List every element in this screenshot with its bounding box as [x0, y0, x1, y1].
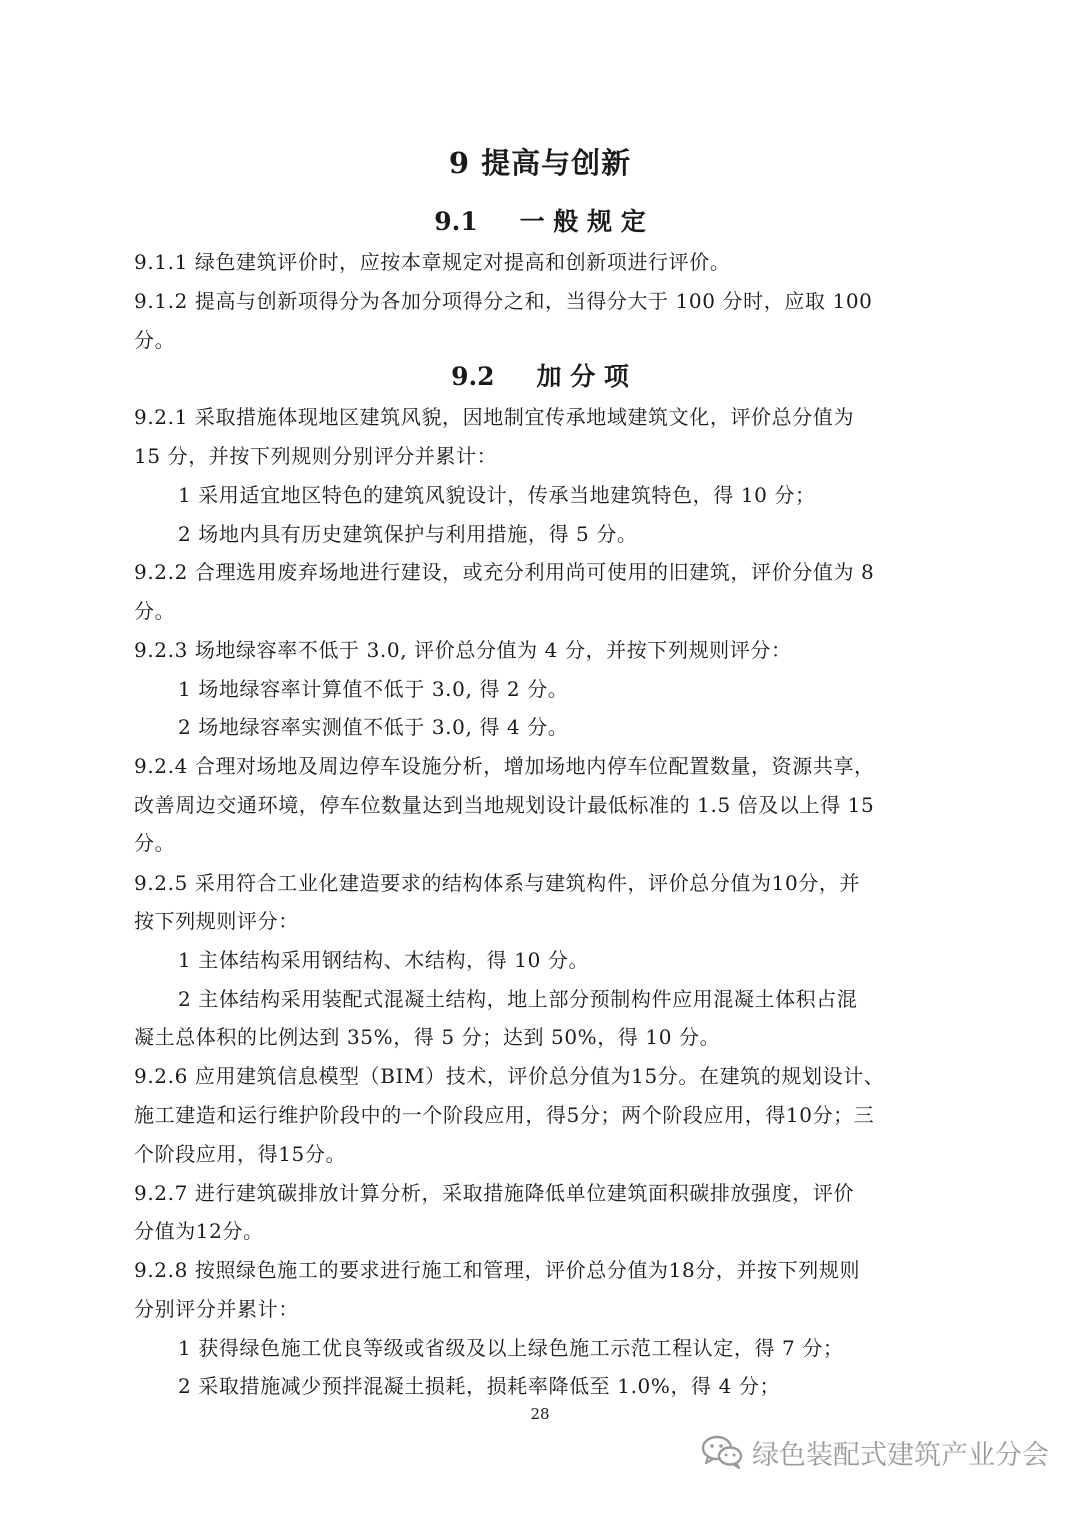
clause-9-2-4-cont: 改善周边交通环境，停车位数量达到当地规划设计最低标准的 1.5 倍及以上得 15 — [134, 793, 875, 817]
clause-9-2-2-cont: 分。 — [134, 599, 176, 623]
clause-9-1-1: 9.1.1 绿色建筑评价时，应按本章规定对提高和创新项进行评价。 — [134, 250, 731, 274]
clause-9-2-7-cont: 分值为12分。 — [134, 1219, 264, 1243]
clause-9-2-4-cont: 分。 — [134, 831, 176, 855]
clause-9-1-2-cont: 分。 — [134, 328, 176, 352]
clause-9-1-2: 9.1.2 提高与创新项得分为各加分项得分之和，当得分大于 100 分时，应取 100 — [134, 289, 873, 313]
clause-9-2-5-cont: 按下列规则评分： — [134, 909, 299, 933]
section-title-9-2 — [0, 359, 1080, 395]
clause-9-2-6: 9.2.6 应用建筑信息模型（BIM）技术，评价总分值为15分。在建筑的规划设计、 — [134, 1064, 885, 1088]
clause-9-2-6-cont: 个阶段应用，得15分。 — [134, 1142, 347, 1166]
clause-9-2-7: 9.2.7 进行建筑碳排放计算分析，采取措施降低单位建筑面积碳排放强度，评价 — [134, 1181, 855, 1205]
section-name: 一 般 规 定 — [519, 207, 646, 236]
clause-9-2-8-cont: 分别评分并累计： — [134, 1297, 299, 1321]
clause-item: 1 主体结构采用钢结构、木结构，得 10 分。 — [178, 948, 590, 972]
chapter-title: 9 提高与创新 — [448, 146, 632, 180]
wechat-icon — [700, 1434, 744, 1470]
clause-9-2-1: 9.2.1 采取措施体现地区建筑风貌，因地制宜传承地域建筑文化，评价总分值为 — [134, 405, 855, 429]
watermark-text: 绿色装配式建筑产业分会 — [752, 1439, 1049, 1471]
clause-9-2-1-cont: 15 分，并按下列规则分别评分并累计： — [134, 444, 498, 468]
section-number: 9.2 — [451, 362, 495, 391]
clause-item: 2 场地绿容率实测值不低于 3.0, 得 4 分。 — [178, 715, 569, 739]
clause-item: 1 获得绿色施工优良等级或省级及以上绿色施工示范工程认定，得 7 分； — [178, 1336, 844, 1360]
clause-item: 2 场地内具有历史建筑保护与利用措施，得 5 分。 — [178, 522, 638, 546]
section-number: 9.1 — [434, 207, 478, 236]
clause-9-2-4: 9.2.4 合理对场地及周边停车设施分析，增加场地内停车位配置数量，资源共享， — [134, 754, 875, 778]
clause-item: 1 采用适宜地区特色的建筑风貌设计，传承当地建筑特色，得 10 分； — [178, 483, 816, 507]
clause-9-2-5: 9.2.5 采用符合工业化建造要求的结构体系与建筑构件，评价总分值为10分，并 — [134, 871, 861, 895]
clause-9-2-8: 9.2.8 按照绿色施工的要求进行施工和管理，评价总分值为18分，并按下列规则 — [134, 1258, 861, 1282]
clause-9-2-6-cont: 施工建造和运行维护阶段中的一个阶段应用，得5分；两个阶段应用，得10分；三 — [134, 1103, 875, 1127]
watermark — [700, 1432, 1049, 1472]
section-title-9-1 — [0, 204, 1080, 240]
section-name: 加 分 项 — [536, 362, 629, 391]
clause-9-2-2: 9.2.2 合理选用废弃场地进行建设，或充分利用尚可使用的旧建筑，评价分值为 8 — [134, 560, 875, 584]
clause-9-2-3: 9.2.3 场地绿容率不低于 3.0, 评价总分值为 4 分，并按下列规则评分： — [134, 638, 792, 662]
clause-item: 2 主体结构采用装配式混凝土结构，地上部分预制构件应用混凝土体积占混 — [178, 987, 858, 1011]
clause-item: 2 采取措施减少预拌混凝土损耗，损耗率降低至 1.0%，得 4 分； — [178, 1374, 781, 1398]
clause-item: 1 场地绿容率计算值不低于 3.0, 得 2 分。 — [178, 677, 569, 701]
page-number: 28 — [530, 1405, 550, 1423]
clause-item-cont: 凝土总体积的比例达到 35%，得 5 分；达到 50%，得 10 分。 — [134, 1025, 721, 1049]
